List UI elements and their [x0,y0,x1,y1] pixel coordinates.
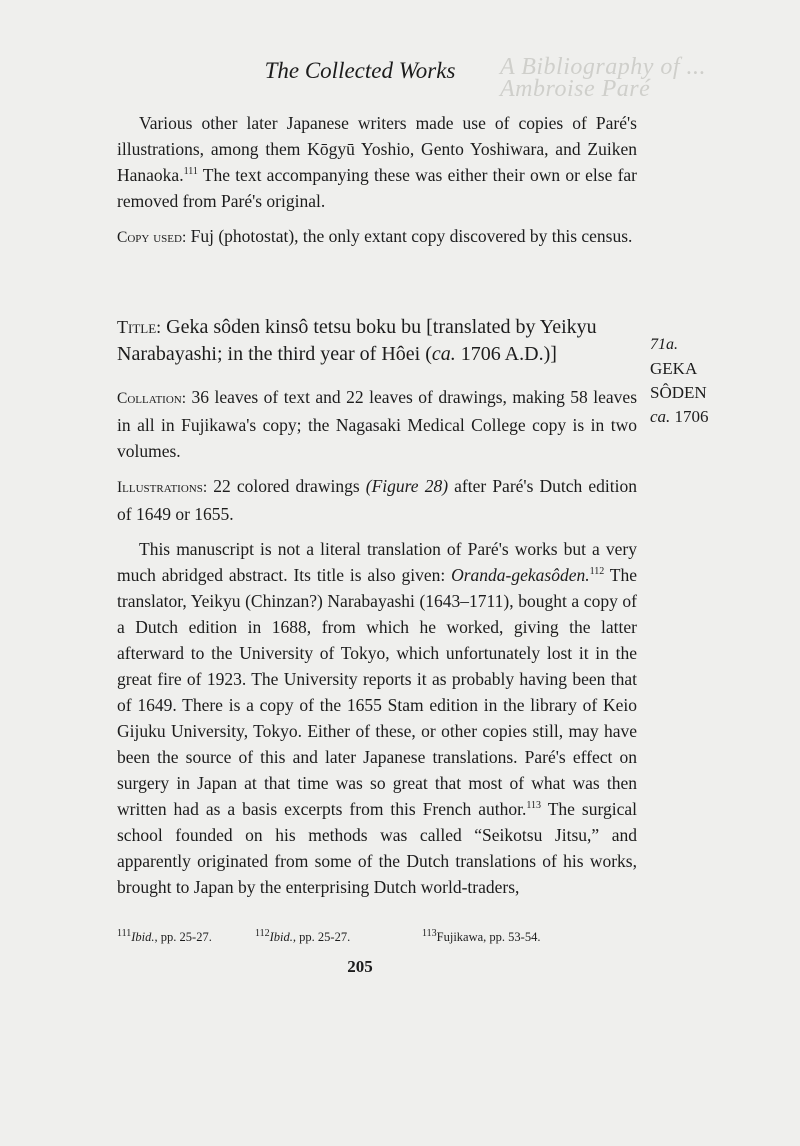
entry-short-title-1: GEKA [650,359,698,378]
title-label: Title: [117,317,162,337]
illustrations-label: Illustrations: [117,479,208,496]
illustrations-tail: after Paré's Dutch edition of 1649 or 1655. [117,476,637,524]
collation-text: 36 leaves of text and 22 leaves of drawings, making 58 leaves in all in Fujikawa's copy; the Nagasaki Medical College copy is in two volumes. [117,387,637,461]
footnote-ref: 112 [589,566,605,578]
copy-used-label: Copy used: [117,229,187,246]
body-text-a: This manuscript is not a literal translation of Paré's works but a very much abridged abstract. Its title is also given: [117,539,637,585]
illustrations-paragraph [117,473,637,527]
intro-paragraph [117,110,637,214]
body-paragraph [117,536,637,900]
footnote-111: $^{111}$Ibid., pp. 25-27. [117,927,212,944]
copy-used-text: Fuj (photostat), the only extant copy discovered by this census. [186,226,633,246]
entry-body [117,384,637,900]
copy-used-paragraph [117,223,637,251]
intro-text: Various other later Japanese writers made use of copies of Paré's illustrations, among them Kōgyū Yoshio, Gento Yoshiwara, and Zuiken Hanaoka. [117,113,637,185]
footnote-112: $^{112}$Ibid., pp. 25-27. [255,927,351,944]
intro-section [117,110,637,251]
footnote-ref: 111 [183,166,198,178]
entry-year: 1706 [674,407,709,426]
body-text-b: The translator, Yeikyu (Chinzan?) Narabayashi (1643–1711), bought a copy of a Dutch edition in 1688, from which he worked, giving the latter afterward to the University of Tokyo, which unfortunately lost it in the great fire of 1923. The University reports it as probably having been that of 1649. There is a copy of the 1655 Stam edition in the library of Keio Gijuku University, Tokyo. Either of these, or other copies still, may have been the source of this and later Japanese translations. Paré's effect on surgery in Japan at that time was so great that most of what was then written had as a basis excerpts from this French author. [117,565,637,819]
bleed-through-text: A Bibliography of ... Ambroise Paré [500,54,707,102]
illustrations-text: 22 colored drawings [207,476,366,496]
footnote-113: $^{113}$Fujikawa, pp. 53-54. [422,927,541,944]
page-number: 205 [347,957,373,976]
collation-label: Collation: [117,390,187,407]
title-text: Geka sôden kinsô tetsu boku bu [translated by Yeikyu Narabayashi; in the third year of Hôei ( [117,316,597,365]
alt-title: Oranda-gekasôden. [451,565,590,585]
body-text-c: The surgical school founded on his methods was called “Seikotsu Jitsu,” and apparently originated from some of the Dutch translations of his works, brought to Japan by the enterprising Dutch world-traders, [117,799,637,897]
entry-circa: ca. [650,407,671,426]
running-head: The Collected Works [264,58,456,83]
entry-number: 71a. [650,336,678,353]
title-circa: ca. [431,343,456,365]
intro-text-tail: The text accompanying these was either their own or else far removed from Paré's original. [117,165,637,211]
figure-ref: (Figure 28) [365,476,449,496]
title-tail: 1706 A.D.)] [455,343,557,365]
entry-title [117,314,637,368]
footnote-ref: 113 [526,800,542,812]
margin-entry-label [650,333,720,429]
collation-paragraph [117,384,637,464]
entry-short-title-2: SÔDEN [650,383,707,402]
